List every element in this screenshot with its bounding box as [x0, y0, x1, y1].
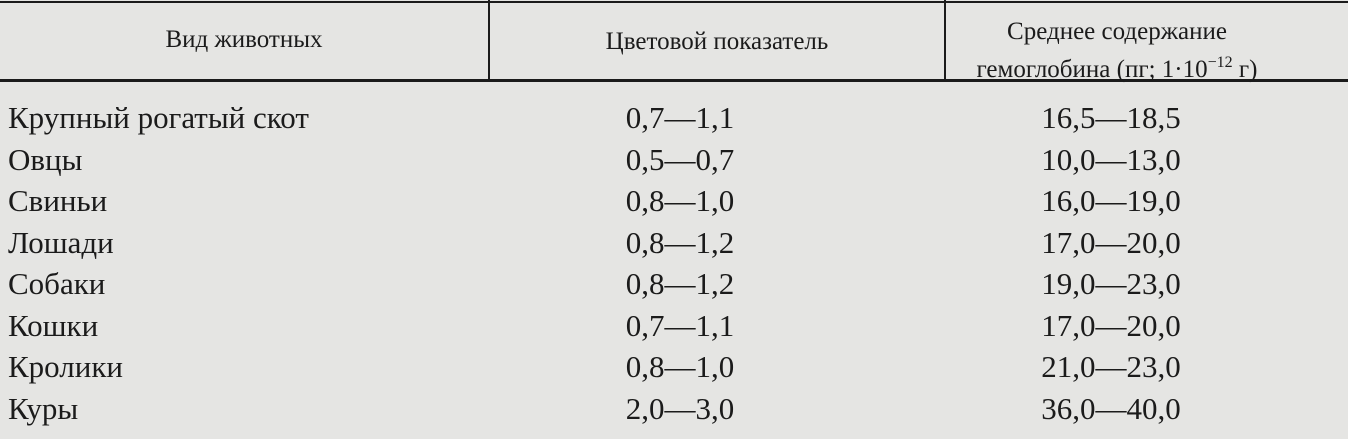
table-row [0, 139, 1348, 180]
header-hemoglobin-line2-unit: г) [1232, 56, 1258, 83]
color-index-value: 0,7—1,1 [625, 308, 735, 343]
hemoglobin-value: 16,5—18,5 [1041, 100, 1181, 135]
hemoglobin-value: 10,0—13,0 [1041, 142, 1181, 177]
table-row [0, 222, 1348, 263]
table-row [0, 263, 1348, 304]
animal-name: Кошки [8, 308, 99, 343]
table-row [0, 305, 1348, 346]
animal-name: Собаки [8, 266, 106, 301]
header-color-index: Цветовой показатель [605, 28, 829, 55]
color-index-value: 0,8—1,0 [625, 183, 735, 218]
color-index-value: 2,0—3,0 [625, 391, 735, 426]
header-hemoglobin-exponent: −12 [1207, 54, 1233, 71]
hemoglobin-value: 21,0—23,0 [1041, 349, 1181, 384]
color-index-value: 0,5—0,7 [625, 142, 735, 177]
table-top-rule [0, 1, 1348, 3]
animal-name: Свиньи [8, 183, 108, 218]
header-hemoglobin-line1: Среднее содержание [1007, 18, 1227, 45]
table-row [0, 388, 1348, 429]
hemoglobin-value: 17,0—20,0 [1041, 225, 1181, 260]
header-hemoglobin-line2 [946, 51, 1288, 89]
animal-name: Лошади [8, 225, 114, 260]
header-hemoglobin-line2-text: гемоглобина (пг; 1·10 [976, 56, 1208, 83]
color-index-value: 0,8—1,2 [625, 225, 735, 260]
animal-name: Куры [8, 391, 79, 426]
hemoglobin-value: 36,0—40,0 [1041, 391, 1181, 426]
header-hemoglobin [946, 13, 1288, 89]
table-row [0, 346, 1348, 387]
table-row [0, 180, 1348, 221]
header-animal-type: Вид животных [165, 26, 323, 53]
color-index-value: 0,8—1,0 [625, 349, 735, 384]
animal-name: Овцы [8, 142, 83, 177]
hemoglobin-value: 19,0—23,0 [1041, 266, 1181, 301]
color-index-value: 0,8—1,2 [625, 266, 735, 301]
color-index-value: 0,7—1,1 [625, 100, 735, 135]
hemoglobin-value: 17,0—20,0 [1041, 308, 1181, 343]
animal-name: Крупный рогатый скот [8, 100, 309, 135]
hemoglobin-value: 16,0—19,0 [1041, 183, 1181, 218]
animal-name: Кролики [8, 349, 123, 384]
table-row [0, 97, 1348, 138]
